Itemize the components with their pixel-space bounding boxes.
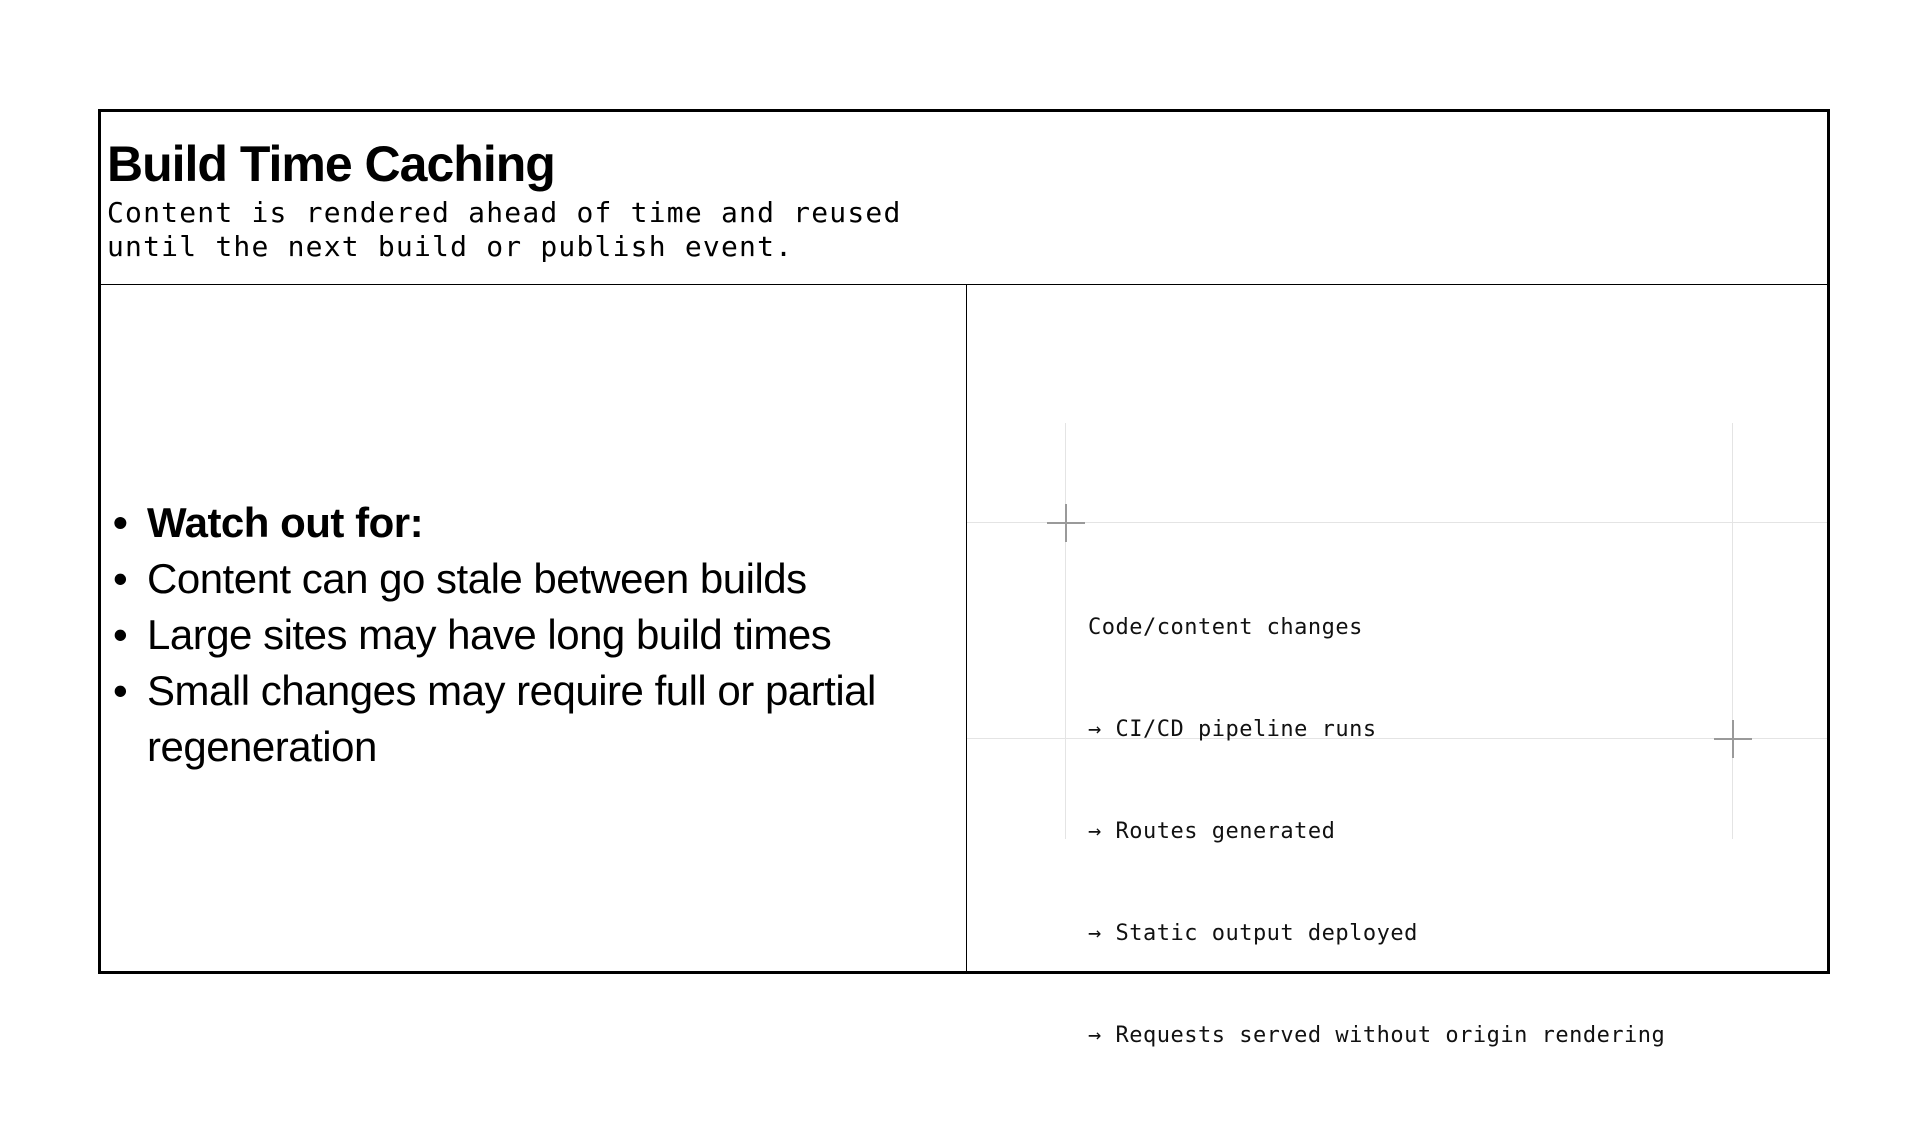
bullet-list [107, 495, 957, 775]
left-panel [101, 285, 967, 971]
bullet-marker: • [113, 667, 128, 714]
guide-line-left [1065, 423, 1066, 839]
flow-step: → Requests served without origin rendering [1088, 1023, 1666, 1048]
flow-step: → Routes generated [1088, 819, 1336, 844]
pipeline-flow-list [1088, 543, 1665, 1121]
slide-subtitle: Content is rendered ahead of time and reused until the next build or publish event. [107, 196, 902, 263]
bullet-marker: • [113, 499, 128, 546]
bullet-item-build-times [107, 607, 957, 663]
flow-step: → CI/CD pipeline runs [1088, 717, 1377, 742]
bullet-item-regeneration [107, 663, 957, 775]
crosshair-bottom-right-icon [1714, 720, 1752, 758]
bullet-marker: • [113, 611, 128, 658]
bullet-text: Large sites may have long build times [147, 611, 832, 658]
slide-title: Build Time Caching [107, 136, 555, 192]
bullet-text: Content can go stale between builds [147, 555, 807, 602]
slide-frame [98, 109, 1830, 1048]
crosshair-top-left-icon [1047, 504, 1085, 542]
bullet-item-stale-content [107, 551, 957, 607]
flow-step: → Static output deployed [1088, 921, 1418, 946]
bullet-text: Small changes may require full or partial regeneration [147, 667, 876, 770]
guide-line-right [1732, 423, 1733, 839]
right-panel [967, 285, 1827, 1048]
bullet-item-watch-out [107, 495, 957, 551]
flow-step: Code/content changes [1088, 615, 1363, 640]
slide-header [101, 112, 1827, 285]
guide-line-top [967, 522, 1827, 523]
bullet-text: Watch out for: [147, 499, 424, 546]
bullet-marker: • [113, 555, 128, 602]
